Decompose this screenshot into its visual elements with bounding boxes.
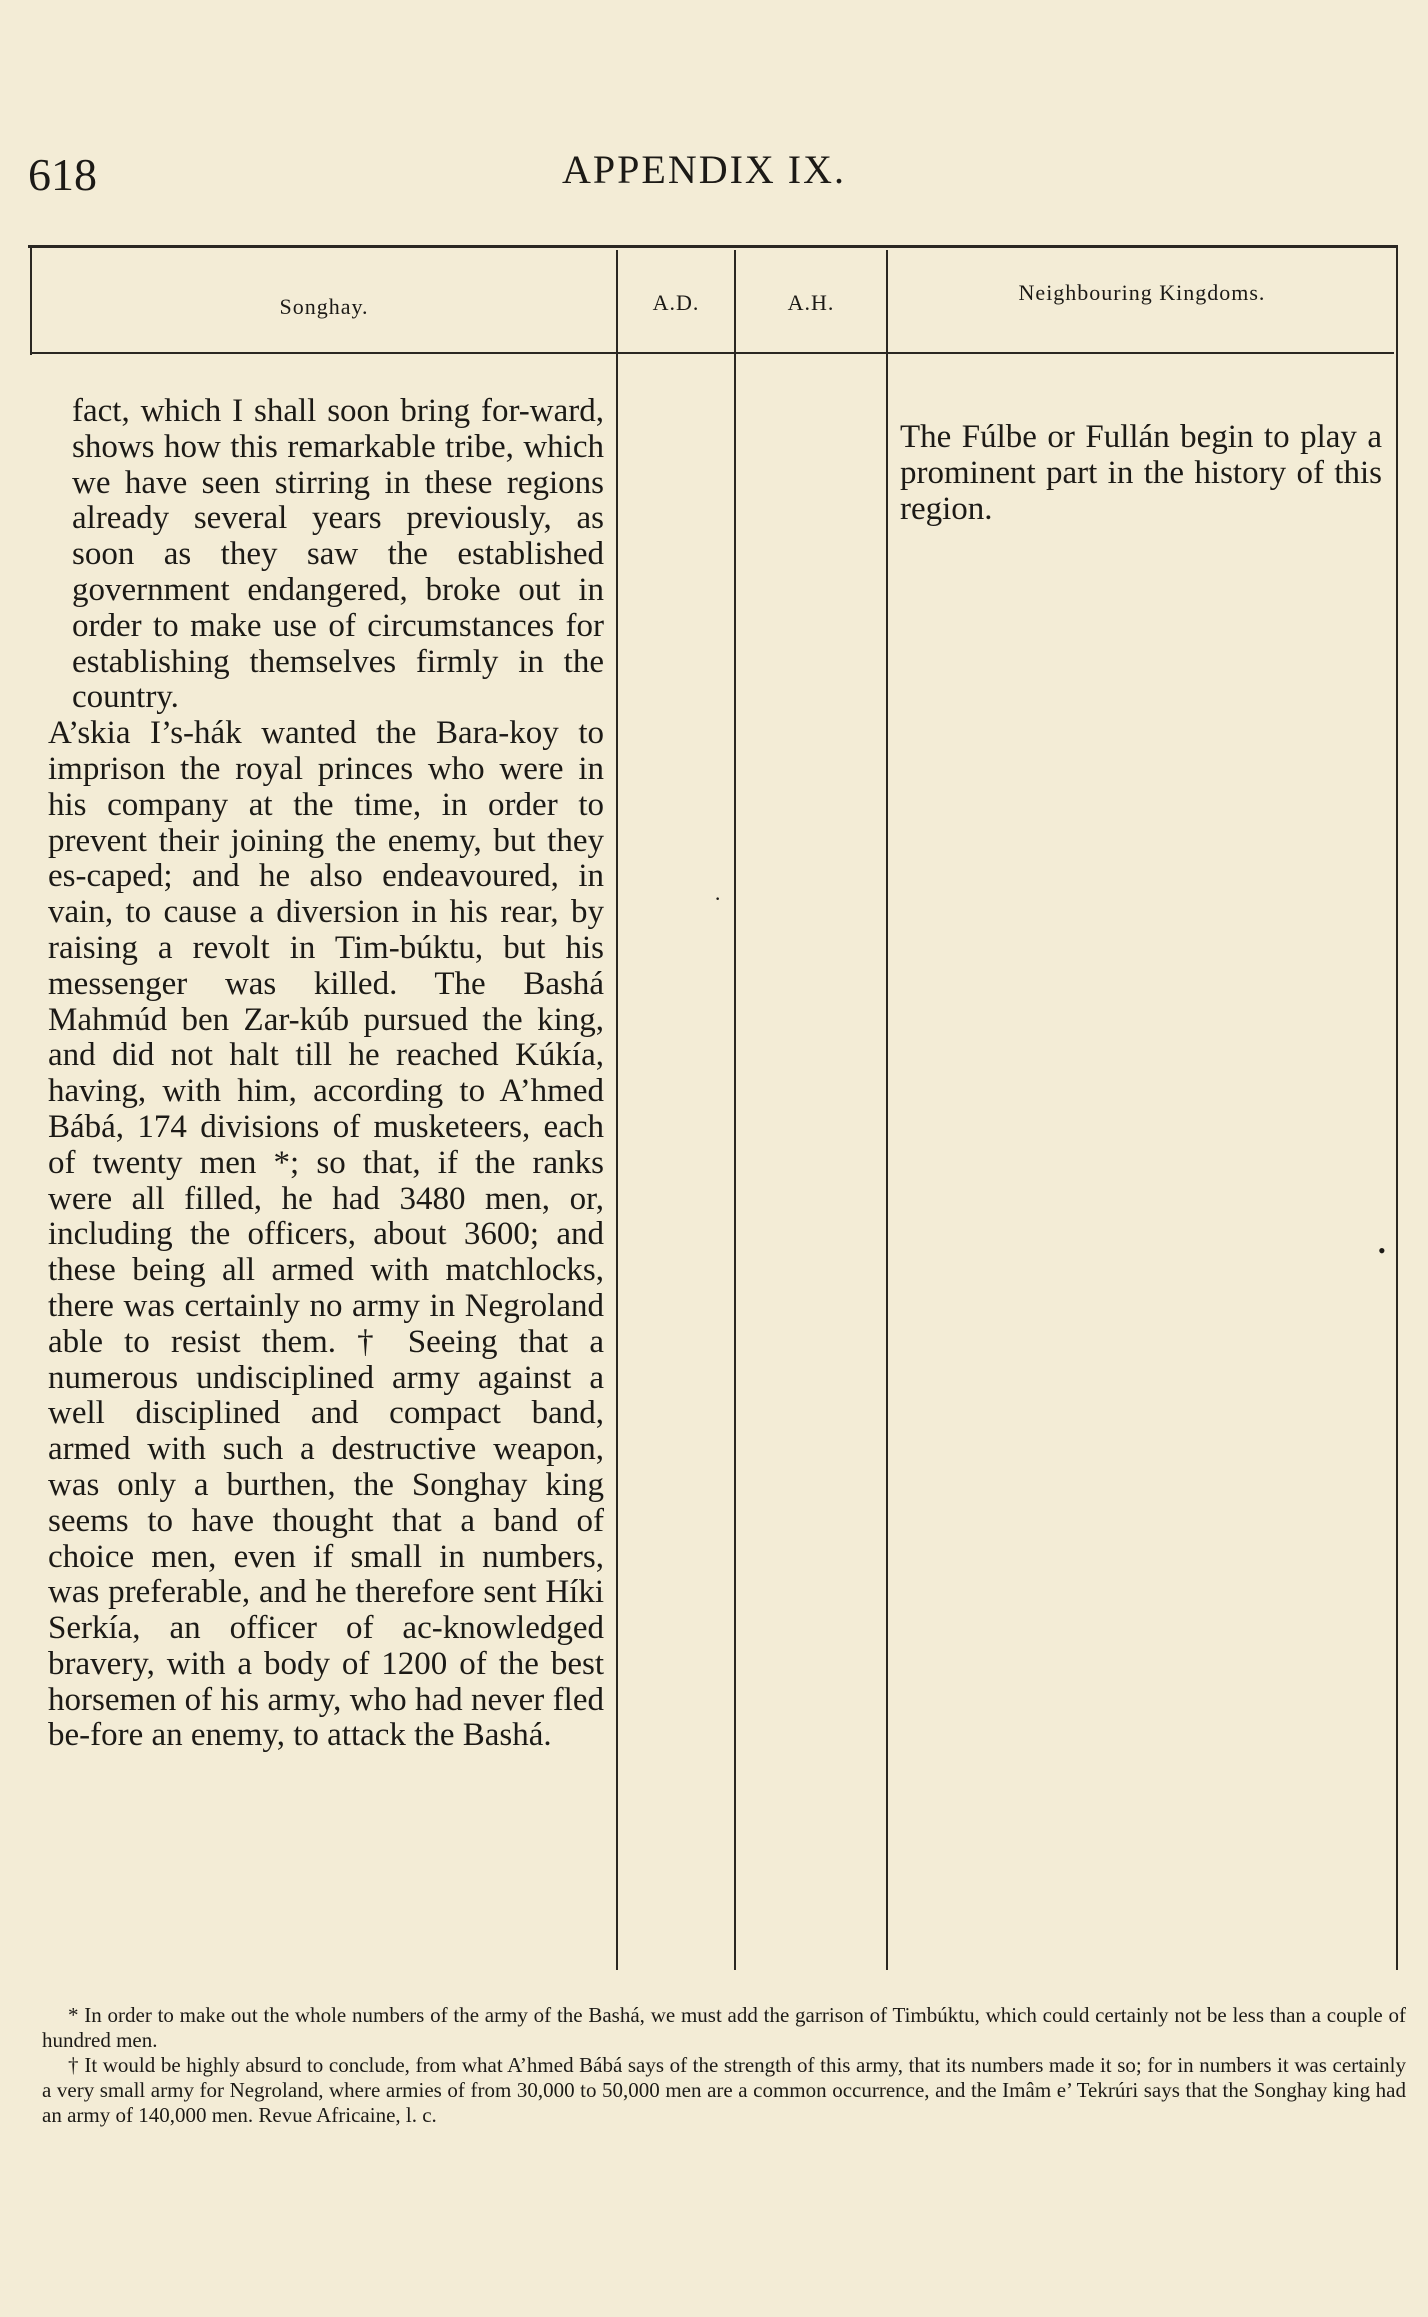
column-rule-ah-neighbouring [886, 250, 888, 1970]
column-rule-ad-ah [734, 250, 736, 1970]
footnote-1: * In order to make out the whole numbers of the army of the Bashá, we must add the garrison of Timbúktu, which could certainly not be less than a couple of hundred men. [42, 2003, 1406, 2052]
column-header-ah: A.H. [787, 290, 835, 315]
margin-dot-mark: • [1378, 1238, 1386, 1263]
table-header-rule [32, 352, 1394, 354]
songhay-paragraph-2: A’skia I’s-hák wanted the Bara-koy to imprison the royal princes who were in his company at the time, in order to prevent their joining the enemy, but they es-caped; and he also endeavoured, in vain, to cause a diversion in his rear, by raising a revolt in Tim-búktu, but his messenger was killed. The Bashá Mahmúd ben Zar-kúb pursued the king, and did not halt till he reached Kúkía, having, with him, according to A’hmed Bábá, 174 divisions of musketeers, each of twenty men *; so that, if the ranks were all filled, he had 3480 men, or, including the officers, about 3600; and these being all armed with matchlocks, there was certainly no army in Negroland able to resist them. † Seeing that a numerous undisciplined army against a well disciplined and compact band, armed with such a destructive weapon, was only a burthen, the Songhay king seems to have thought that a band of choice men, even if small in numbers, was preferable, and he therefore sent Híki Serkía, an officer of ac-knowledged bravery, with a body of 1200 of the best horsemen of his army, who had never fled be-fore an enemy, to attack the Bashá. [48, 715, 604, 1754]
footnotes [42, 2003, 1406, 2128]
column-header-songhay: Songhay. [279, 294, 369, 319]
page-number: 618 [28, 149, 97, 200]
songhay-paragraph-1: fact, which I shall soon bring for-ward, shows how this remarkable tribe, which we have seen stirring in these regions already several years previously, as soon as they saw the established government endangered, broke out in order to make use of circumstances for establishing themselves firmly in the country. [72, 393, 604, 716]
table-right-rule [1396, 245, 1398, 1970]
neighbouring-column-text: The Fúlbe or Fullán begin to play a prominent part in the history of this region. [900, 419, 1382, 527]
column-rule-songhay-ad [616, 250, 618, 1970]
running-head: APPENDIX IX. [562, 147, 846, 192]
table-top-rule [28, 245, 1398, 248]
column-dot-mark: · [714, 886, 722, 911]
footnote-2: † It would be highly absurd to conclude, from what A’hmed Bábá says of the strength of this army, that its numbers made it so; for in numbers it was certainly a very small army for Negroland, where armies of from 30,000 to 50,000 men are a common occurrence, and the Imâm e’ Tekrúri says that the Songhay king had an army of 140,000 men. Revue Africaine, l. c. [42, 2053, 1406, 2127]
column-header-neighbouring: Neighbouring Kingdoms. [1018, 280, 1266, 305]
songhay-column-text [48, 393, 604, 1754]
column-header-ad: A.D. [652, 290, 700, 315]
